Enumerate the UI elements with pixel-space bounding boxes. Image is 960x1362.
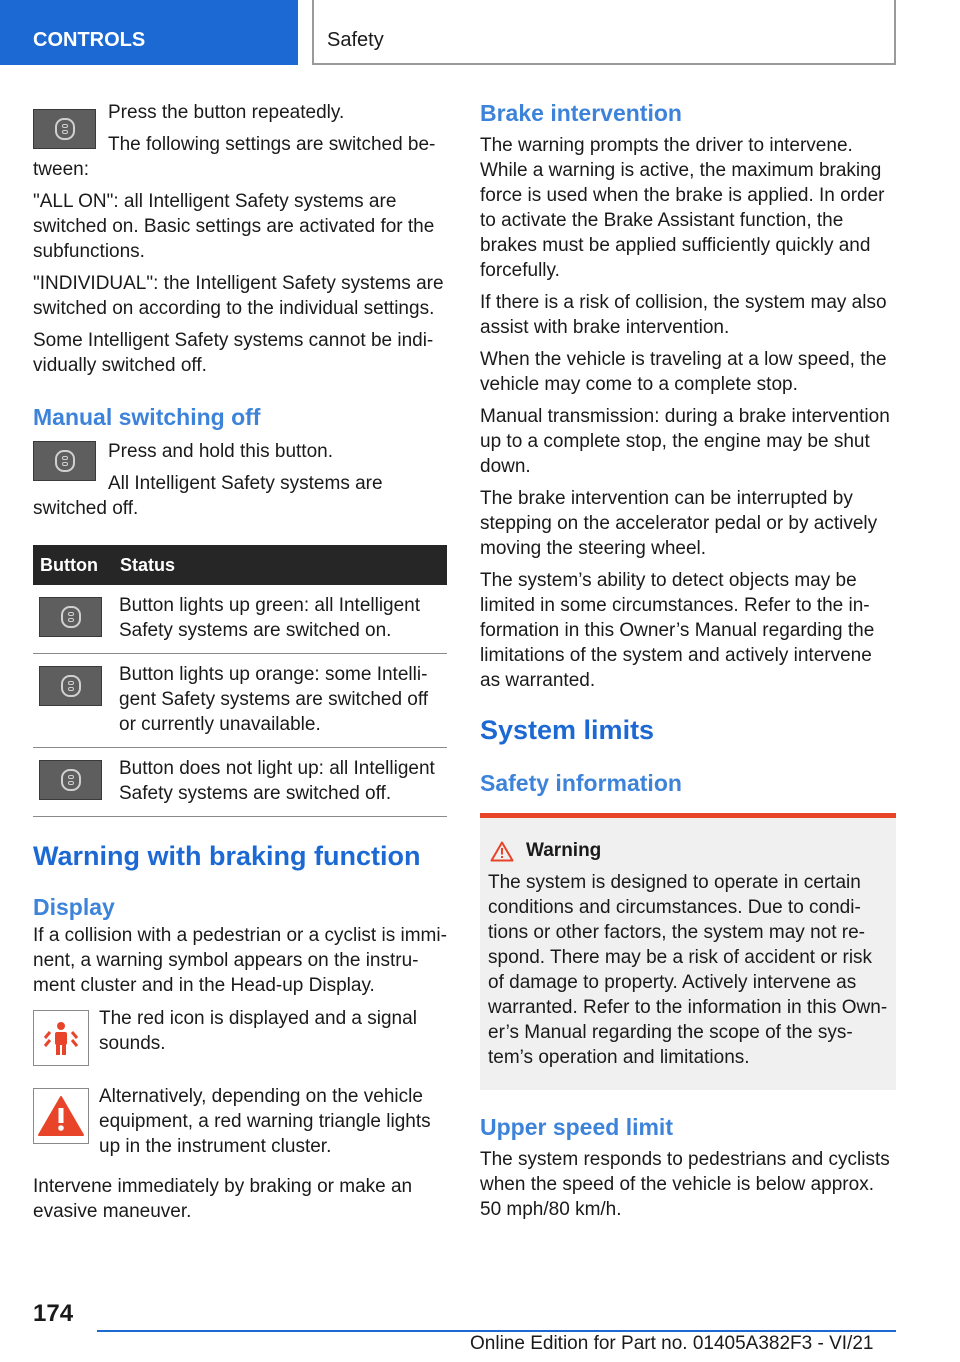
text-brake-4: Manual transmission: during a brake intervention up to a complete stop, the engine may be shut down.: [480, 406, 890, 477]
page-number: 174: [33, 1300, 74, 1327]
heading-system-limits: System limits: [480, 715, 655, 745]
table-row: [33, 748, 447, 817]
heading-manual-switching-off: Manual switching off: [33, 404, 261, 430]
safety-button-icon: [39, 597, 102, 637]
table-row: [33, 585, 447, 654]
footer-divider: [97, 1330, 896, 1332]
warning-text: The system is designed to operate in certain conditions and circumstances. Due to condi-tions or other factors, the system may not re-spond. There may be a risk of accident or risk of damage to property. Actively intervene as warranted. Refer to the information in this Own-er’s Manual regarding the scope of the sys-tem’s operation and limitations.: [488, 872, 888, 1068]
right-column: [480, 100, 896, 1229]
status-text: Button does not light up: all Intelligent Safety systems are switched off.: [113, 748, 447, 817]
safety-button-icon: [39, 666, 102, 706]
text-triangle: Alternatively, depending on the vehicle equipment, a red warning triangle lights up in the instrument cluster.: [99, 1086, 431, 1157]
heading-display: Display: [33, 894, 115, 920]
text-red-icon: The red icon is displayed and a signal sounds.: [99, 1008, 417, 1054]
text-press-hold: Press and hold this button.: [108, 441, 333, 462]
status-text: Button lights up green: all Intelligent Safety systems are switched on.: [113, 585, 447, 654]
topic-tab: Safety: [312, 0, 896, 65]
text-all-on: "ALL ON": all Intelligent Safety systems are switched on. Basic settings are activated for the subfunctions.: [33, 191, 435, 262]
left-column: [33, 100, 447, 1231]
text-brake-2: If there is a risk of collision, the system may also assist with brake intervention.: [480, 292, 887, 338]
edition-text: Online Edition for Part no. 01405A382F3 - VI/21: [470, 1333, 874, 1354]
heading-warning-braking: Warning with braking function: [33, 841, 421, 871]
safety-button-icon: [33, 441, 96, 481]
heading-safety-information: Safety information: [480, 770, 682, 796]
text-intervene: Intervene immediately by braking or make an evasive maneuver.: [33, 1176, 413, 1222]
heading-brake-intervention: Brake intervention: [480, 100, 682, 126]
button-status-table: [33, 545, 447, 817]
section-tab: CONTROLS: [0, 0, 298, 65]
col-header-status: Status: [113, 545, 447, 585]
text-all-switched-off: All Intelligent Safety systems are switched off.: [33, 473, 383, 519]
text-cannot-switch-off: Some Intelligent Safety systems cannot be indi-vidually switched off.: [33, 330, 434, 376]
heading-upper-speed-limit: Upper speed limit: [480, 1114, 673, 1140]
col-header-button: Button: [33, 545, 113, 585]
text-individual: "INDIVIDUAL": the Intelligent Safety systems are switched on according to the individual settings.: [33, 273, 444, 319]
text-settings-switched: The following settings are switched be-tween:: [33, 134, 436, 180]
text-press-repeatedly: Press the button repeatedly.: [108, 102, 345, 123]
safety-button-icon: [39, 760, 102, 800]
text-upper-speed: The system responds to pedestrians and cyclists when the speed of the vehicle is below approx. 50 mph/80 km/h.: [480, 1149, 890, 1220]
text-brake-1: The warning prompts the driver to intervene. While a warning is active, the maximum braking force is used when the brake is applied. In order to activate the Brake Assistant function, the brakes must be applied sufficiently quickly and forcefully.: [480, 135, 885, 281]
text-brake-5: The brake intervention can be interrupted by stepping on the accelerator pedal or by actively moving the steering wheel.: [480, 488, 878, 559]
table-row: [33, 654, 447, 748]
pedestrian-warning-icon: [33, 1010, 89, 1066]
safety-button-icon: [33, 109, 96, 149]
warning-triangle-icon: [33, 1088, 89, 1144]
text-display: If a collision with a pedestrian or a cyclist is immi-nent, a warning symbol appears on the instru-ment cluster and in the Head-up Display.: [33, 925, 447, 996]
warning-box: [480, 813, 896, 1090]
warning-triangle-outline-icon: [490, 841, 514, 862]
status-text: Button lights up orange: some Intelli-gent Safety systems are switched off or currently unavailable.: [113, 654, 447, 748]
text-brake-3: When the vehicle is traveling at a low speed, the vehicle may come to a complete stop.: [480, 349, 887, 395]
text-brake-6: The system’s ability to detect objects may be limited in some circumstances. Refer to the in-formation in this Owner’s Manual regarding the limitations of the system and actively intervene as warranted.: [480, 570, 875, 691]
warning-title: Warning: [526, 840, 602, 861]
